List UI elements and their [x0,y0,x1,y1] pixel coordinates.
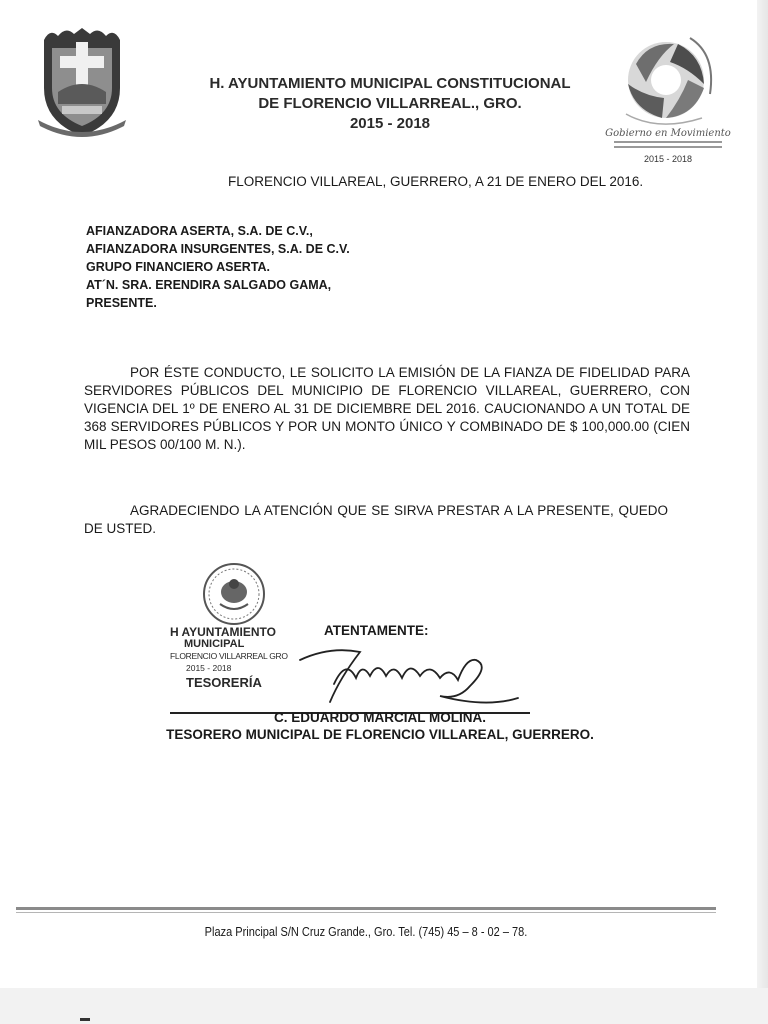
recipient-line: GRUPO FINANCIERO ASERTA. [86,260,271,274]
recipient-line: AFIANZADORA ASERTA, S.A. DE C.V., [86,224,313,238]
letter-dateline: FLORENCIO VILLAREAL, GUERRERO, A 21 DE ENERO DEL 2016. [228,174,644,189]
stamp-line: FLORENCIO VILLARREAL GRO [170,651,288,661]
footer-divider [16,907,716,910]
body-paragraph-closing: AGRADECIENDO LA ATENCIÓN QUE SE SIRVA PRESTAR A LA PRESENTE, QUEDO DE USTED. [84,503,668,536]
stamp-line: MUNICIPAL [184,638,245,650]
emblem-years: 2015 - 2018 [643,154,693,164]
closing-salutation: ATENTAMENTE: [324,623,429,638]
national-seal-stamp [200,560,268,628]
letterhead-line-3: 2015 - 2018 [349,115,431,132]
recipient-line: AT´N. SRA. ERENDIRA SALGADO GAMA, [86,278,332,292]
letterhead-line-2: DE FLORENCIO VILLARREAL., GRO. [258,95,522,112]
recipient-block [86,222,350,312]
scan-edge-right [757,0,768,1024]
footer-divider-thin [16,912,716,913]
footer-address: Plaza Principal S/N Cruz Grande., Gro. Tel. (745) 45 – 8 - 02 – 78. [204,925,528,939]
signer-title: TESORERO MUNICIPAL DE FLORENCIO VILLAREAL, GUERRERO. [166,727,594,742]
emblem-caption: Gobierno en Movimiento [605,128,731,139]
body-paragraph-request: POR ÉSTE CONDUCTO, LE SOLICITO LA EMISIÓN DE LA FIANZA DE FIDELIDAD PARA SERVIDORES PÚBLICOS DEL MUNICIPIO DE FLORENCIO VILLAREAL, GUERRERO, CON VIGENCIA DEL 1º DE ENERO AL 31 DE DICIEMBRE DEL 2016. CAUCIONANDO A UN TOTAL DE 368 SERVIDORES PÚBLICOS Y POR UN MONTO ÚNICO Y COMBINADO DE $ 100,000.00 (CIEN MIL PESOS 00/100 M. N.). [84,365,690,452]
municipal-crest-logo [36,26,128,140]
letterhead-line-1: H. AYUNTAMIENTO MUNICIPAL CONSTITUCIONAL [209,75,571,92]
recipient-line: PRESENTE. [86,296,157,310]
recipient-line: AFIANZADORA INSURGENTES, S.A. DE C.V. [86,242,350,256]
handwritten-signature [290,638,530,708]
letterhead-title [150,74,630,134]
stamp-line: 2015 - 2018 [186,663,232,673]
signer-name: C. EDUARDO MARCIAL MOLINA. [274,710,486,725]
government-emblem-logo [618,34,718,132]
scan-edge-bottom [0,988,768,1024]
stamp-line: H AYUNTAMIENTO [170,625,277,639]
emblem-fine-print [614,141,722,151]
stamp-line: TESORERÍA [186,675,262,690]
scan-mark [80,1018,90,1021]
